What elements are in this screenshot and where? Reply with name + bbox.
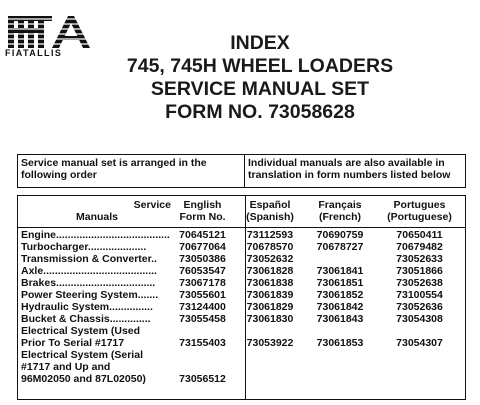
table-row (18, 325, 465, 349)
table-row (18, 265, 465, 277)
french-form: 70678727 (316, 241, 364, 253)
manual-name: Hydraulic System............... (21, 301, 153, 313)
document-title-block (95, 32, 425, 124)
header-service-manuals (21, 196, 171, 226)
header-french: Français (French) (318, 199, 362, 223)
english-form: 73050386 (179, 253, 226, 265)
logo-wordmark: FIATALLIS (5, 48, 63, 58)
manual-name: Power Steering System....... (21, 289, 159, 301)
french-form: 73061843 (316, 313, 364, 325)
table-row (18, 301, 465, 313)
note-order: Service manual set is arranged in the following order (18, 155, 245, 187)
title-model: 745, 745H WHEEL LOADERS (126, 55, 394, 77)
french-form: 73061841 (316, 265, 364, 277)
header-service: Service (133, 199, 171, 211)
table-body (18, 229, 465, 385)
header-english: English Form No. (179, 199, 226, 223)
manual-name: Transmission & Converter.. (21, 253, 157, 265)
spanish-form: 73061830 (246, 313, 294, 325)
portuguese-form: 70679482 (396, 241, 443, 253)
portuguese-form: 73054308 (396, 313, 443, 325)
manuals-table (17, 195, 466, 400)
note-box (17, 154, 466, 188)
portuguese-form: 73052638 (396, 277, 443, 289)
portuguese-form: 73100554 (396, 289, 443, 301)
english-form: 76053547 (179, 265, 226, 277)
english-form: 73055601 (179, 289, 226, 301)
title-index: INDEX (230, 32, 290, 54)
portuguese-form: 73052633 (396, 253, 443, 265)
manual-name: Electrical System (Used Prior To Serial #1717 (21, 325, 141, 349)
table-row (18, 241, 465, 253)
english-form: 73124400 (179, 301, 226, 313)
table-row (18, 349, 465, 385)
french-form: 73061842 (316, 301, 364, 313)
spanish-form: 73053922 (246, 337, 294, 349)
manual-name: Bucket & Chassis.............. (21, 313, 151, 325)
note-translations: Individual manuals are also available in translation in form numbers listed below (248, 157, 451, 181)
title-form-number: FORM NO. 73058628 (165, 101, 355, 123)
english-form: 73055458 (179, 313, 226, 325)
portuguese-form: 73052636 (396, 301, 443, 313)
manual-name: Engine....................................... (21, 229, 170, 241)
french-form: 73061851 (316, 277, 364, 289)
french-form: 73061852 (316, 289, 364, 301)
french-form: 73061853 (316, 337, 364, 349)
portuguese-form: 70650411 (396, 229, 443, 241)
title-manual-set: SERVICE MANUAL SET (150, 78, 370, 100)
spanish-form: 73061838 (246, 277, 294, 289)
manual-name: Axle....................................... (21, 265, 157, 277)
spanish-form: 73112593 (246, 229, 294, 241)
spanish-form: 73052632 (246, 253, 294, 265)
spanish-form: 70678570 (246, 241, 294, 253)
table-row (18, 277, 465, 289)
header-spanish: Español (Spanish) (246, 199, 294, 223)
header-manuals: Manuals (76, 211, 119, 223)
manual-name: Brakes.................................. (21, 277, 156, 289)
header-portuguese: Portugues (Portuguese) (387, 199, 452, 223)
english-form: 70645121 (179, 229, 226, 241)
english-form: 73155403 (179, 337, 226, 349)
french-form: 70690759 (316, 229, 364, 241)
table-row (18, 313, 465, 325)
header-divider (18, 227, 465, 228)
table-row (18, 253, 465, 265)
portuguese-form: 73051866 (396, 265, 443, 277)
english-form: 70677064 (179, 241, 226, 253)
portuguese-form: 73054307 (396, 337, 443, 349)
table-row (18, 229, 465, 241)
table-row (18, 289, 465, 301)
english-form: 73056512 (179, 373, 226, 385)
manual-name: Electrical System (Serial #1717 and Up and 96M02050 and 87L02050) (21, 349, 146, 385)
spanish-form: 73061839 (246, 289, 294, 301)
manual-name: Turbocharger.................... (21, 241, 147, 253)
spanish-form: 73061829 (246, 301, 294, 313)
english-form: 73067178 (179, 277, 226, 289)
spanish-form: 73061828 (246, 265, 294, 277)
